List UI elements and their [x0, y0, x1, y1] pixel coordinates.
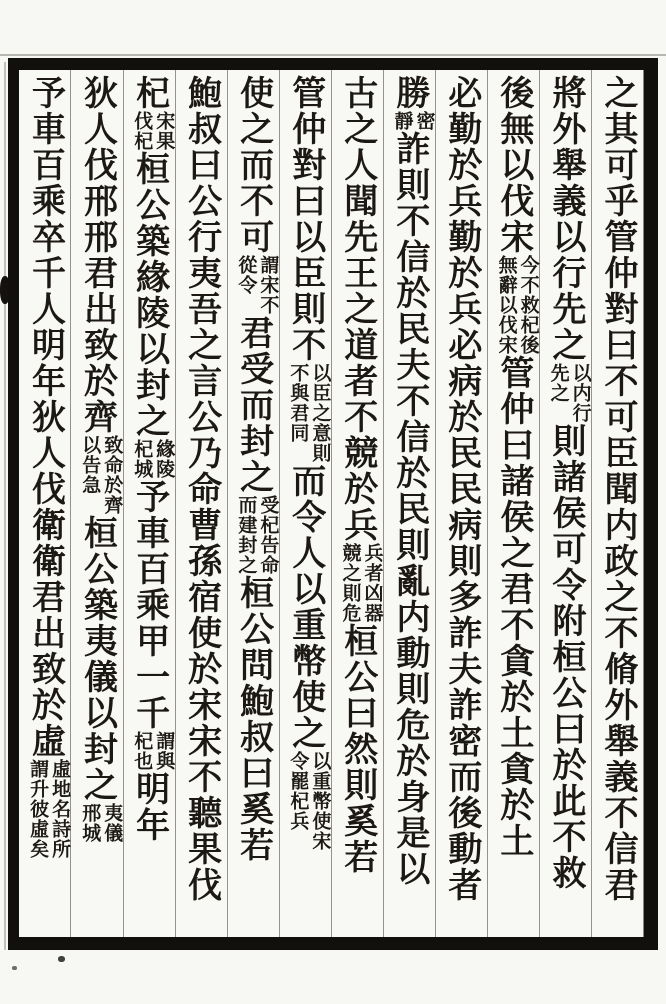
annotation-left-line: 不與君同: [287, 363, 309, 443]
main-text: 狄人伐邢邢君出致於齊: [78, 75, 116, 435]
text-column-9: [175, 70, 227, 937]
annotation: [26, 759, 70, 859]
main-text: 鮑叔曰公行夷吾之言公乃命曹孫宿使於宋宋不聽果伐: [182, 75, 220, 903]
main-text: 古之人聞先王之道者不競於兵: [338, 75, 376, 543]
text-column-12: [18, 70, 70, 937]
annotation-right-line: 兵者凶器: [361, 543, 383, 623]
main-text: 詐則不信於民夫不信於民則亂内動則危於身是以: [390, 131, 428, 887]
annotation: [338, 543, 382, 623]
annotation-left-line: 競之則危: [339, 543, 361, 623]
annotation-right-line: 以臣之意則: [309, 363, 331, 463]
annotation-right-line: 致命於齊: [101, 435, 123, 515]
annotation-left-line: 而建封之: [235, 495, 257, 575]
annotation-right-line: 以内行: [569, 363, 591, 423]
annotation-left-line: 先之: [547, 363, 569, 403]
text-column-4: [435, 70, 487, 937]
annotation: [130, 439, 174, 479]
text-column-8: [227, 70, 279, 937]
main-text: 予車百乘卒千人明年狄人伐衛衛君出致於虛: [26, 75, 64, 759]
main-text: 桓公築夷儀以封之: [78, 515, 116, 803]
annotation-right-line: 謂宋不: [257, 255, 279, 315]
annotation-left-line: 靜: [391, 111, 413, 131]
annotation-right-line: 密: [413, 111, 435, 131]
annotation: [495, 255, 539, 355]
scan-edge-line-left: [4, 62, 6, 950]
annotation: [390, 111, 434, 131]
main-text: 明年: [130, 771, 168, 843]
annotation-left-line: 邢城: [79, 803, 101, 843]
ink-speck: [12, 966, 17, 970]
main-text: 使之而不可: [234, 75, 272, 255]
main-text: 桓公築緣陵以封之: [130, 151, 168, 439]
annotation-left-line: 從令: [235, 255, 257, 295]
main-text: 將外舉義以行先之: [546, 75, 584, 363]
annotation-left-line: 謂升彼虛矣: [27, 759, 49, 859]
annotation: [78, 435, 122, 515]
annotation-right-line: 緣陵: [153, 439, 175, 479]
ink-speck: [58, 956, 65, 962]
main-text: 桓公曰然則奚若: [338, 623, 376, 875]
main-text: 之其可乎管仲對曰不可臣聞内政之不脩外舉義不信君: [599, 75, 636, 903]
text-column-6: [331, 70, 383, 937]
main-text: 則諸侯可令附桓公曰於此不救: [546, 423, 584, 891]
annotation-right-line: 謂與: [153, 731, 175, 771]
annotation-left-line: 杞也: [131, 731, 153, 771]
main-text: 管仲對曰以臣則不: [286, 75, 324, 363]
text-column-5: [383, 70, 435, 937]
annotation-right-line: 夷儀: [101, 803, 123, 843]
annotation: [234, 255, 278, 315]
text-column-2: [539, 70, 591, 937]
main-text: 杞: [130, 75, 168, 111]
text-column-10: [123, 70, 175, 937]
main-text: 君受而封之: [234, 315, 272, 495]
annotation-left-line: 無辭以伐宋: [495, 255, 517, 355]
annotation-right-line: 宋果: [153, 111, 175, 151]
scan-edge-line-top: [0, 54, 666, 56]
main-text: 必勤於兵勤於兵必病於民民病則多詐夫詐密而後動者: [442, 75, 480, 903]
text-column-7: [279, 70, 331, 937]
main-text: 桓公問鮑叔曰奚若: [234, 575, 272, 863]
page-frame: [8, 58, 658, 950]
annotation: [234, 495, 278, 575]
annotation: [130, 111, 174, 151]
annotation-right-line: 今不救杞後: [517, 255, 539, 355]
main-text: 予車百乘甲一千: [130, 479, 168, 731]
annotation: [286, 751, 330, 851]
main-text: 勝: [390, 75, 428, 111]
annotation-left-line: 以告急: [79, 435, 101, 495]
annotation-right-line: 受杞告命: [257, 495, 279, 575]
annotation: [130, 731, 174, 771]
main-text: 管仲曰諸侯之君不貪於土貪於土: [494, 355, 532, 859]
annotation-right-line: 虛地名詩所: [49, 759, 71, 859]
annotation: [78, 803, 122, 843]
annotation-left-line: 伐杞: [131, 111, 153, 151]
annotation-right-line: 以重幣使宋: [309, 751, 331, 851]
main-text: 而令人以重幣使之: [286, 463, 324, 751]
annotation: [547, 363, 591, 423]
annotation-left-line: 令罷杞兵: [287, 751, 309, 831]
text-column-3: [487, 70, 539, 937]
text-columns: [19, 70, 644, 937]
main-text: 後無以伐宋: [494, 75, 532, 255]
text-column-1: [591, 70, 643, 937]
annotation: [286, 363, 330, 463]
text-column-11: [70, 70, 122, 937]
annotation-left-line: 杞城: [131, 439, 153, 479]
